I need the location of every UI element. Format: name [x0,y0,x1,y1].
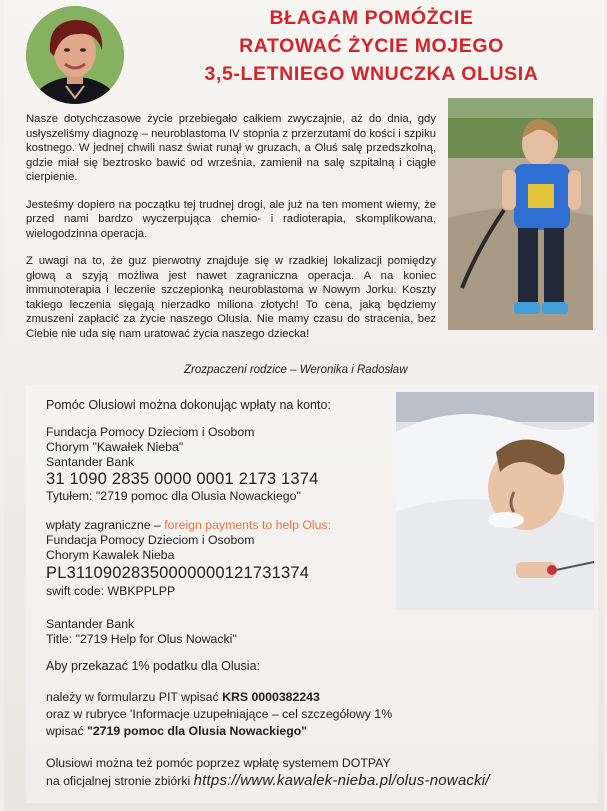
transfer-title: Tytułem: "2719 pomoc dla Olusia Nowackiego" [46,489,301,503]
foreign-payments-accent: foreign payments to help Olus: [164,518,332,532]
tax-line-1 [46,690,320,704]
bank-name: Santander Bank [46,455,135,469]
account-number: 31 1090 2835 0000 0001 2173 1374 [46,470,319,488]
iban-number: PL31109028350000000121731374 [46,564,310,582]
tax-line-3-prefix: wpisać [46,724,88,738]
foundation-name-2: Chorym "Kawałek Nieba" [46,440,184,454]
headline-line-3: 3,5-LETNIEGO WNUCZKA OLUSIA [204,63,539,85]
tax-header: Aby przekazać 1% podatku dla Olusia: [46,659,261,673]
official-page-prefix: na oficjalnej stronie zbiórki [46,774,194,788]
tax-line-2: oraz w rubryce 'Informacje uzupełniające – cel szczegółowy 1% [46,707,393,721]
flyer-page [4,0,604,811]
foundation-name-1: Fundacja Pomocy Dzieciom i Osobom [46,425,255,439]
foreign-foundation-name-1: Fundacja Pomocy Dzieciom i Osobom [46,533,255,547]
boy-outdoor-photo [448,98,593,330]
headline-line-2: RATOWAĆ ŻYCIE MOJEGO [239,35,504,57]
headline [144,4,599,88]
story-paragraph-3: Z uwagi na to, że guz pierwotny znajduje się w rzadkiej lokalizacji pomiędzy głową a szyją możliwa jest nawet zagraniczna operacja. A na koniec immunoterapia i leczenie szczepionką neuroblastoma w Nowym Jorku. Koszty takiego leczenia sięgają nierzadko miliona złotych! To cena, jaką będziemy zmuszeni zapłacić za życie naszego Olusia. Nie mamy czasu do stracenia, bez Ciebie nie uda się nam uratować życia naszego dziecka! [26,255,436,340]
story-paragraph-1: Nasze dotychczasowe życie przebiegało całkiem zwyczajnie, aż do dnia, gdy usłyszeliśmy diagnozę – neuroblastoma IV stopnia z przerzutami do kości i szpiku kostnego. W jednej chwili nasz świat runął w gruzach, a Oluś salę przedszkolną, gdzie miał się beztrosko bawić od września, zamienił na salę szpitalną i ciągłe cierpienie. [26,113,436,183]
foreign-payments-prefix: wpłaty zagraniczne – [46,518,165,532]
official-page-line [46,772,490,789]
tax-purpose: "2719 pomoc dla Olusia Nowackiego" [87,724,308,738]
grandmother-portrait [26,6,124,104]
headline-line-1: BŁAGAM POMÓŻCIE [269,7,474,29]
boy-hospital-photo [396,392,594,610]
signature: Zrozpaczeni rodzice – Weronika i Radosław [184,364,408,376]
tax-line-3 [46,724,307,738]
story-text [26,112,436,341]
dotpay-line: Olusiowi można też pomóc poprzez wpłatę systemem DOTPAY [46,756,391,770]
foreign-foundation-name-2: Chorym Kawalek Nieba [46,548,175,562]
foreign-payments-line [46,518,331,532]
krs-number: KRS 0000382243 [222,690,320,704]
swift-code: swift code: WBKPPLPP [46,584,176,598]
fundraiser-url-link[interactable]: https://www.kawalek-nieba.pl/olus-nowacki/ [193,772,490,789]
story-paragraph-2: Jesteśmy dopiero na początku tej trudnej drogi, ale już na ten moment wiemy, że przed nami bardzo wyczerpująca chemio- i radioterapia, skomplikowana, wielogodzinna operacja. [26,198,436,240]
donation-intro: Pomóc Olusiowi można dokonując wpłaty na konto: [46,398,331,412]
foreign-bank-name: Santander Bank [46,617,135,631]
tax-line-1-prefix: należy w formularzu PIT wpisać [46,690,223,704]
foreign-transfer-title: Title: "2719 Help for Olus Nowacki" [46,632,237,646]
